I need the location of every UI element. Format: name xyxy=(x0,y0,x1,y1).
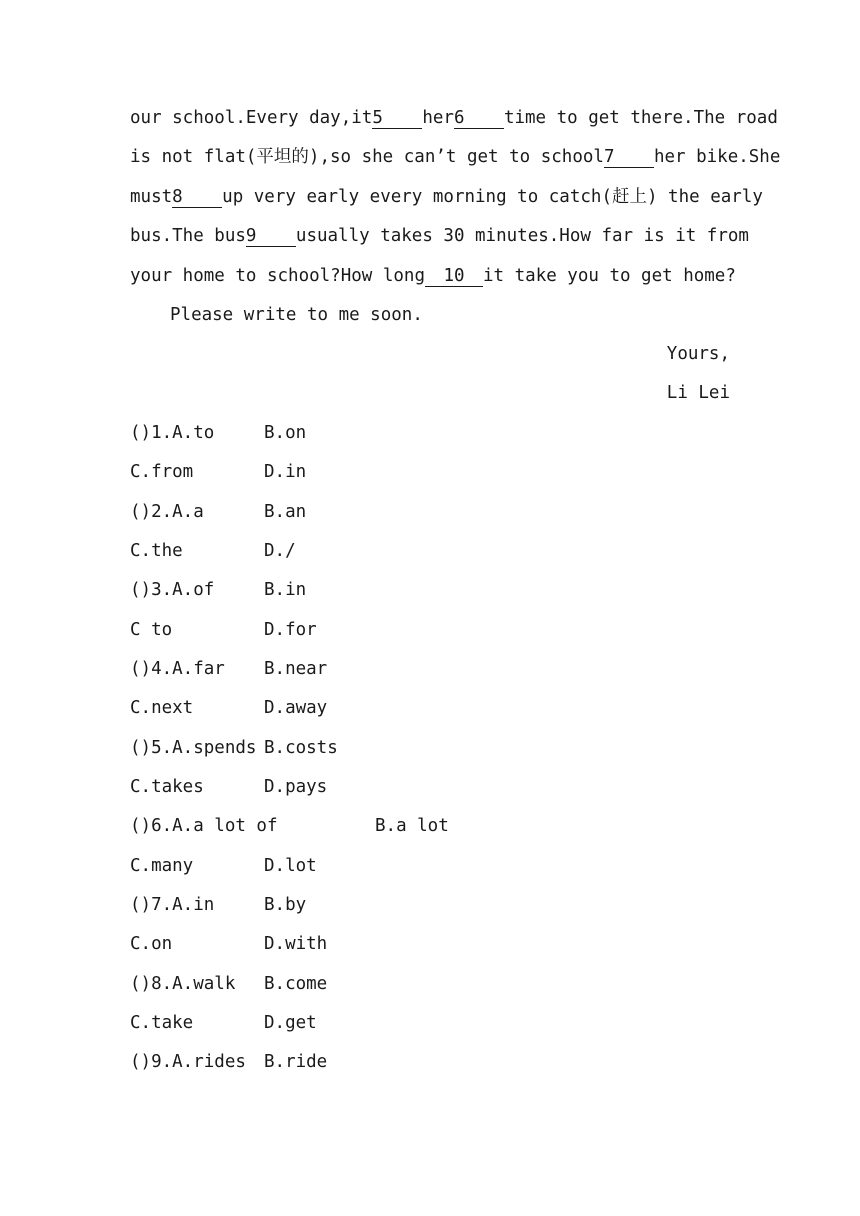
option-b: B.in xyxy=(264,580,307,600)
option-a: ()9.A.rides xyxy=(130,1052,246,1072)
passage-text: her bike.She xyxy=(653,147,781,167)
blank-8: 8 xyxy=(172,187,222,208)
option-a: ()6.A.a lot of xyxy=(130,816,278,836)
passage-line-5 xyxy=(130,264,736,288)
option-b: B.near xyxy=(264,659,328,679)
option-d: D.pays xyxy=(264,777,328,797)
passage-line-4 xyxy=(130,224,749,248)
passage-text: it take you to get home? xyxy=(483,266,736,286)
passage-text: our school.Every day,it xyxy=(130,108,373,128)
option-c: C to xyxy=(130,620,173,640)
passage-text: must xyxy=(130,187,173,207)
option-a: ()7.A.in xyxy=(130,895,215,915)
passage-text: her xyxy=(422,108,454,128)
option-c: C.take xyxy=(130,1013,194,1033)
letter-closing: Yours, xyxy=(666,344,730,364)
option-b: B.a lot xyxy=(375,816,449,836)
option-c: C.on xyxy=(130,934,173,954)
option-b: B.ride xyxy=(264,1052,328,1072)
passage-line-1 xyxy=(130,106,778,130)
passage-line-6 xyxy=(170,303,730,327)
option-a: ()4.A.far xyxy=(130,659,225,679)
passage-line-2 xyxy=(130,145,781,169)
option-a: ()2.A.a xyxy=(130,502,204,522)
option-d: D.away xyxy=(264,698,328,718)
option-a: ()1.A.to xyxy=(130,423,215,443)
option-b: B.come xyxy=(264,974,328,994)
passage-text: is not flat(平坦的),so she can’t get to school xyxy=(130,147,604,167)
option-d: D.for xyxy=(264,620,317,640)
option-a: ()8.A.walk xyxy=(130,974,236,994)
passage-text: time to get there.The road xyxy=(503,108,778,128)
option-a: ()3.A.of xyxy=(130,580,215,600)
letter-signature: Li Lei xyxy=(666,383,730,403)
option-d: D./ xyxy=(264,541,296,561)
option-c: C.many xyxy=(130,856,194,876)
option-b: B.on xyxy=(264,423,307,443)
option-c: C.takes xyxy=(130,777,204,797)
passage-text: up very early every morning to catch(赶上) the early xyxy=(222,187,763,207)
passage-line-3 xyxy=(130,185,763,209)
option-b: B.an xyxy=(264,502,307,522)
blank-5: 5 xyxy=(372,108,422,129)
option-d: D.in xyxy=(264,462,307,482)
option-c: C.next xyxy=(130,698,194,718)
blank-9: 9 xyxy=(246,226,296,247)
passage-text: your home to school?How long xyxy=(130,266,426,286)
blank-10: 10 xyxy=(425,266,483,287)
option-c: C.from xyxy=(130,462,194,482)
option-a: ()5.A.spends xyxy=(130,738,257,758)
passage-text: bus.The bus xyxy=(130,226,246,246)
option-d: D.get xyxy=(264,1013,317,1033)
passage-text: Please write to me soon. xyxy=(170,305,423,325)
option-b: B.costs xyxy=(264,738,338,758)
passage-text: usually takes 30 minutes.How far is it from xyxy=(295,226,749,246)
option-d: D.with xyxy=(264,934,328,954)
blank-7: 7 xyxy=(604,147,654,168)
option-b: B.by xyxy=(264,895,307,915)
option-c: C.the xyxy=(130,541,183,561)
blank-6: 6 xyxy=(454,108,504,129)
option-d: D.lot xyxy=(264,856,317,876)
